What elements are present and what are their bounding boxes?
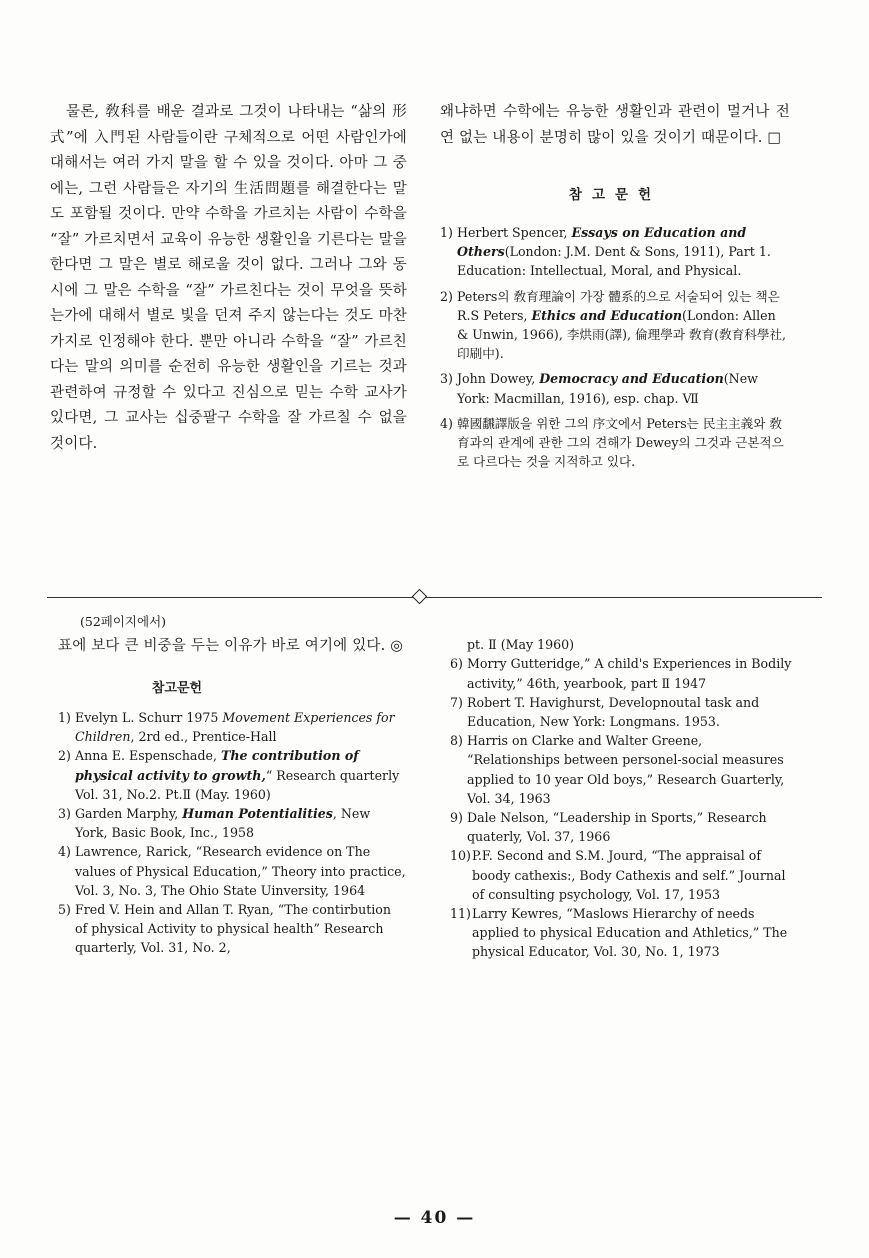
references-heading: 참고문헌 [151,681,203,696]
reference-item: 2) Peters의 敎育理論이 가장 體系的으로 서술되어 있는 책은 R.S Peters, Ethics and Education(London: Allen & Unwin, 1966), 李烘雨(譯), 倫理學과 敎育(敎育科學社, 印刷中). [440,288,787,362]
reference-item: 8) Harris on Clarke and Walter Greene, “Relationships between personel-social measures applied to 10 year Old boys,” Research Guarterly, Vol. 34, 1963 [450,733,785,806]
reference-list [450,654,792,961]
reference-item: 10) P.F. Second and S.M. Jourd, “The appraisal of boody cathexis:, Body Cathexis and self.” Journal of consulting psychology, Vol. 17, 1953 [450,848,786,902]
reference-item: 7) Robert T. Havighurst, Developnoutal task and Education, New York: Longmans. 1953. [450,694,760,730]
bottom-left-column [58,612,406,958]
page-number: — 40 — [393,1208,476,1228]
reference-item: 3) Garden Marphy, Human Potentialities, New York, Basic Book, Inc., 1958 [58,806,371,841]
reference-item: 4) Lawrence, Rarick, “Research evidence on The values of Physical Education,” Theory into practice, Vol. 3, No. 3, The Ohio State Uinversity, 1964 [58,844,406,898]
reference-item: 4) 韓國飜譯版을 위한 그의 序文에서 Peters는 民主主義와 敎育과의 관계에 관한 그의 견해가 Dewey의 그것과 근본적으로 다르다는 것을 지적하고 있다. [440,415,784,470]
reference-item: 2) Anna E. Espenschade, The contribution of physical activity to growth,“ Research quarterly Vol. 31, No.2. Pt.Ⅱ (May. 1960) [58,748,400,802]
reference-list [440,223,790,471]
bottom-right-column [450,635,792,962]
top-left-column [50,100,407,457]
reference-item: 1) Evelyn L. Schurr 1975 Movement Experiences for Children, 2rd ed., Prentice-Hall [58,710,395,745]
section-divider [47,597,822,598]
source-note: (52페이지에서) [80,614,167,629]
diamond-ornament-icon [412,589,428,605]
body-paragraph: 물론, 敎科를 배운 결과로 그것이 나타내는 “삶의 形式”에 入門된 사람들이란 구체적으로 어떤 사람인가에 대해서는 여러 가지 말을 할 수 있을 것이다. 아마 그 중에는, 그런 사람들은 자기의 生活問題를 해결한다는 말도 포함될 것이다. 만약 수학을 가르치는 사람이 수학을 “잘” 가르치면서 교육이 유능한 생활인을 기른다는 말을 한다면 그 말은 별로 해로울 것이 없다. 그러나 그와 동시에 그 말은 수학을 “잘” 가르친다는 것이 무엇을 뜻하는가에 대해서 별로 빛을 던져 주지 않는다는 것도 마찬가지로 인정해야 한다. 뿐만 아니라 수학을 “잘” 가르친다는 말의 의미를 순전히 유능한 생활인을 기르는 것과 관련하여 규정할 수 있다고 진심으로 믿는 수학 교사가 있다면, 그 교사는 십중팔구 수학을 잘 가르칠 수 없을 것이다. [50,104,407,452]
reference-item: 1) Herbert Spencer, Essays on Education and Others(London: J.M. Dent & Sons, 1911), Part 1. Education: Intellectual, Moral, and Physical. [440,225,771,279]
reference-item: 9) Dale Nelson, “Leadership in Sports,” Research quaterly, Vol. 37, 1966 [450,810,767,845]
reference-item: 6) Morry Gutteridge,” A child's Experiences in Bodily activity,” 46th, yearbook, part Ⅱ 1947 [450,656,792,691]
reference-item: 5) Fred V. Hein and Allan T. Ryan, “The contirbution of physical Activity to physical health” Research quarterly, Vol. 31, No. 2, [58,902,391,956]
reference-item: 3) John Dowey, Democracy and Education(New York: Macmillan, 1916), esp. chap. Ⅶ [440,371,758,406]
top-right-column [440,100,790,471]
references-heading: 참고문헌 [568,187,662,203]
body-paragraph-continued: 왜냐하면 수학에는 유능한 생활인과 관련이 멀거나 전연 없는 내용이 분명히 많이 있을 것이기 때문이다. □ [440,104,790,146]
reference-continuation: pt. Ⅱ (May 1960) [467,637,575,652]
reference-list [58,708,406,958]
body-paragraph: 표에 보다 큰 비중을 두는 이유가 바로 여기에 있다. ◎ [58,638,404,654]
reference-item: 11) Larry Kewres, “Maslows Hierarchy of needs applied to physical Education and Athletics,” The physical Educator, Vol. 30, No. 1, 1973 [450,906,788,960]
